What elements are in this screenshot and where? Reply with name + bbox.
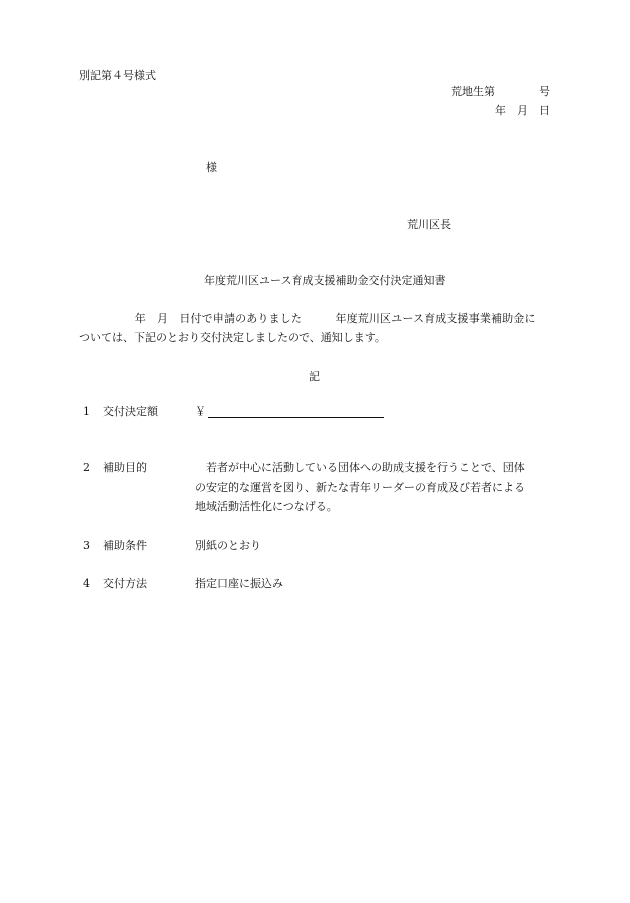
document-title: 年度荒川区ユース育成支援補助金交付決定通知書 bbox=[204, 274, 446, 287]
issue-date: 年 月 日 bbox=[495, 104, 550, 117]
item-label: 補助目的 bbox=[103, 461, 147, 474]
document-number: 荒地生第 号 bbox=[451, 85, 550, 98]
item-number: 2 bbox=[83, 461, 90, 474]
yen-sign: ￥ bbox=[195, 405, 206, 418]
ki-heading: 記 bbox=[309, 370, 320, 383]
item-number: 4 bbox=[83, 577, 90, 590]
item-label: 交付方法 bbox=[103, 577, 147, 590]
purpose-line: 若者が中心に活動している団体への助成支援を行うことで、団体 bbox=[195, 461, 525, 474]
item-number: 1 bbox=[83, 405, 90, 418]
body-line-2: ついては、下記のとおり交付決定しましたので、通知します。 bbox=[79, 331, 386, 344]
item-number: 3 bbox=[83, 539, 90, 552]
item-label: 補助条件 bbox=[103, 539, 147, 552]
issuer: 荒川区長 bbox=[407, 218, 451, 231]
item-label: 交付決定額 bbox=[103, 405, 158, 418]
item-value: 指定口座に振込み bbox=[195, 577, 283, 590]
addressee-suffix: 様 bbox=[206, 161, 217, 174]
purpose-line: の安定的な運営を図り、新たな青年リーダーの育成及び若者による bbox=[195, 481, 525, 494]
body-line-1: 年 月 日付で申請のありました 年度荒川区ユース育成支援事業補助金に bbox=[79, 312, 536, 325]
purpose-line: 地域活動活性化につなげる。 bbox=[195, 500, 338, 513]
grant-amount bbox=[195, 405, 384, 418]
amount-blank-line bbox=[208, 406, 384, 418]
item-value: 別紙のとおり bbox=[195, 539, 261, 552]
form-label: 別記第４号様式 bbox=[79, 69, 156, 82]
